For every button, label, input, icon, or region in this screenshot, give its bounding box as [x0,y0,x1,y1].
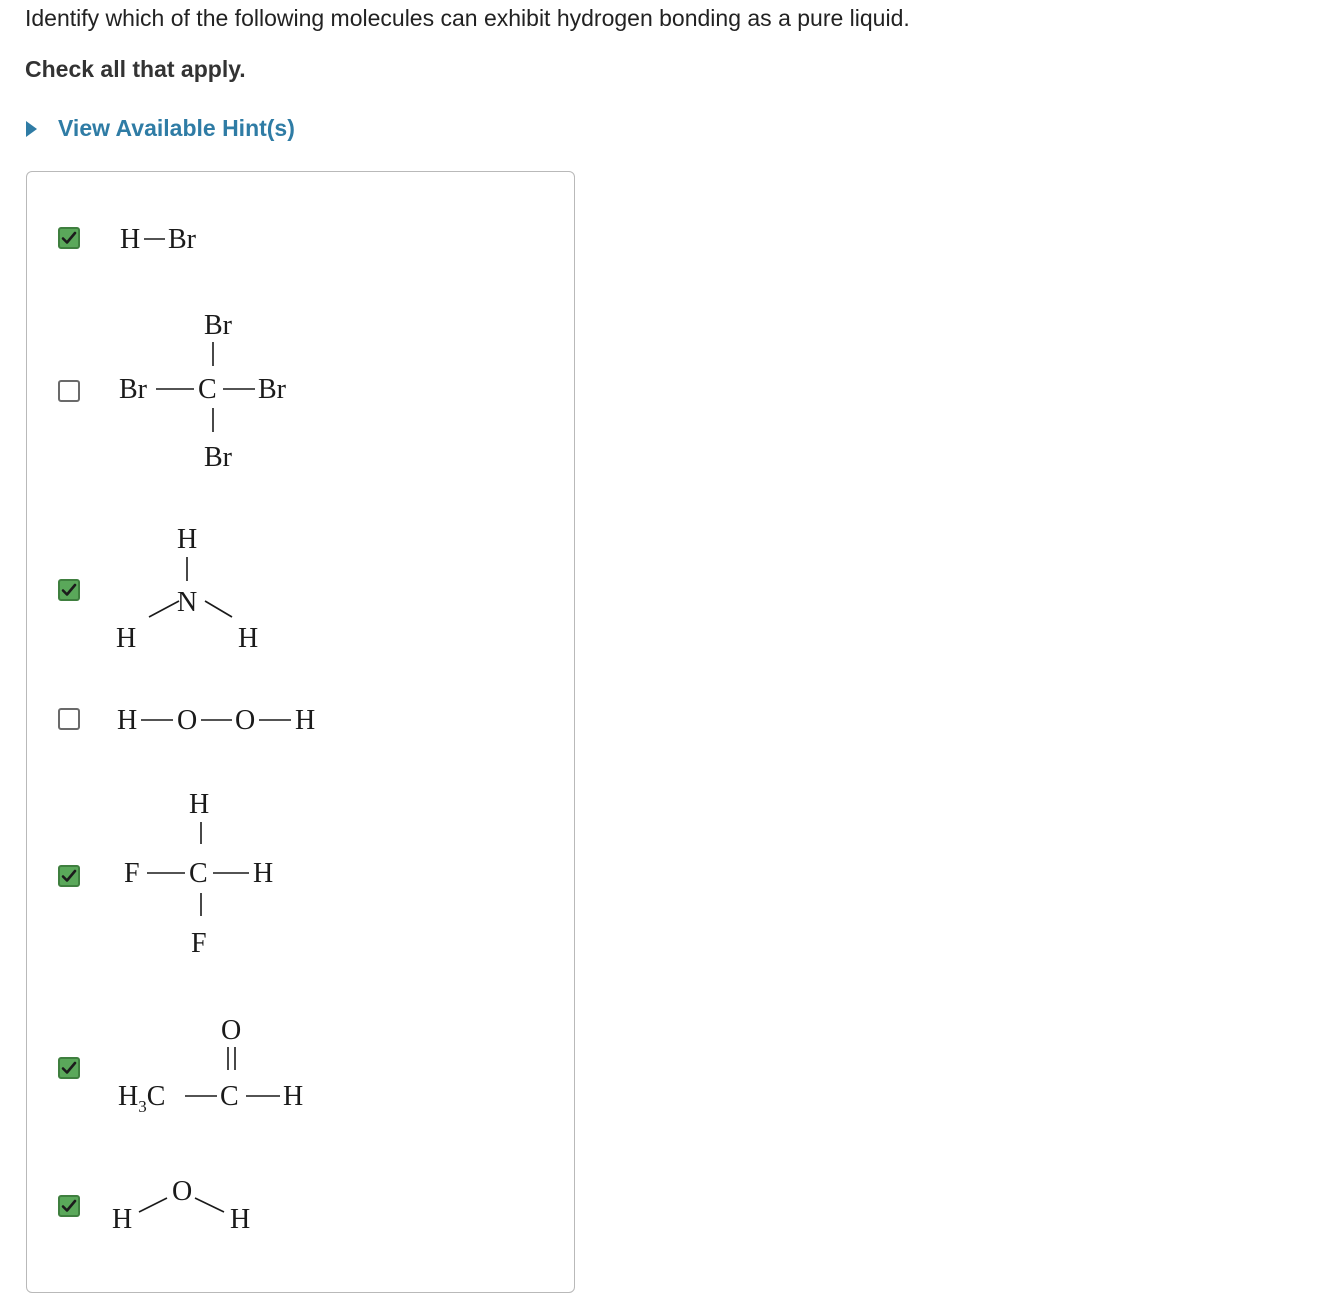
atom-c-carbonyl: C [220,1081,239,1112]
atom-o1: O [177,705,198,736]
molecule-cbr4 [107,300,347,480]
view-hints-label: View Available Hint(s) [58,115,295,141]
option-acetaldehyde [27,1007,567,1122]
atom-o: O [221,1015,242,1046]
view-hints-link[interactable] [25,115,295,142]
molecule-hbr [107,212,307,272]
atom-br-right: Br [258,374,286,405]
atom-h1: H [117,705,138,736]
option-hbr [27,212,567,272]
checkmark-icon [61,1060,77,1076]
bond-right [205,601,232,617]
checkmark-icon [61,868,77,884]
atom-h: H [120,224,141,255]
bond-left [139,1198,167,1212]
atom-h3c [118,1081,165,1116]
option-checkbox[interactable] [58,1057,80,1079]
option-checkbox[interactable] [58,227,80,249]
atom-h-right: H [238,623,259,654]
atom-br: Br [168,224,196,255]
disclosure-triangle-icon [26,121,37,137]
option-h2o2 [27,692,567,747]
molecule-ch2f2 [107,782,347,962]
checkmark-icon [61,582,77,598]
checkmark-icon [61,1198,77,1214]
option-ch2f2 [27,782,567,962]
atom-h-top: H [189,789,210,820]
atom-br-top: Br [204,310,232,341]
atom-f-left: F [124,858,140,889]
option-nh3 [27,517,567,657]
atom-h: H [283,1081,304,1112]
instruction-text: Check all that apply. [25,56,246,82]
atom-br-bottom: Br [204,442,232,473]
atom-c: C [189,858,208,889]
atom-h-right: H [253,858,274,889]
atom-h2: H [295,705,316,736]
option-checkbox[interactable] [58,708,80,730]
atom-h3c-h: H [118,1081,139,1112]
atom-h-left: H [112,1204,133,1235]
atom-h3c-subscript: 3 [138,1097,147,1116]
atom-h-right: H [230,1204,251,1235]
option-checkbox[interactable] [58,579,80,601]
atom-f-bottom: F [191,928,207,959]
option-checkbox[interactable] [58,865,80,887]
molecule-h2o2 [107,692,367,747]
bond-left [149,601,179,617]
atom-h3c-c: C [146,1081,166,1112]
bond-right [195,1198,224,1212]
option-checkbox[interactable] [58,380,80,402]
atom-o2: O [235,705,256,736]
molecule-water [107,1162,307,1242]
checkmark-icon [61,230,77,246]
option-checkbox[interactable] [58,1195,80,1217]
atom-h-top: H [177,524,198,555]
answer-options-panel [26,171,575,1293]
atom-o: O [172,1176,193,1207]
atom-c: C [198,374,217,405]
option-cbr4 [27,300,567,480]
atom-br-left: Br [119,374,147,405]
molecule-acetaldehyde [107,1007,367,1122]
option-water [27,1162,567,1242]
molecule-nh3 [107,517,307,657]
atom-h-left: H [116,623,137,654]
atom-n: N [177,587,198,618]
question-text: Identify which of the following molecules can exhibit hydrogen bonding as a pure liquid. [25,5,910,31]
